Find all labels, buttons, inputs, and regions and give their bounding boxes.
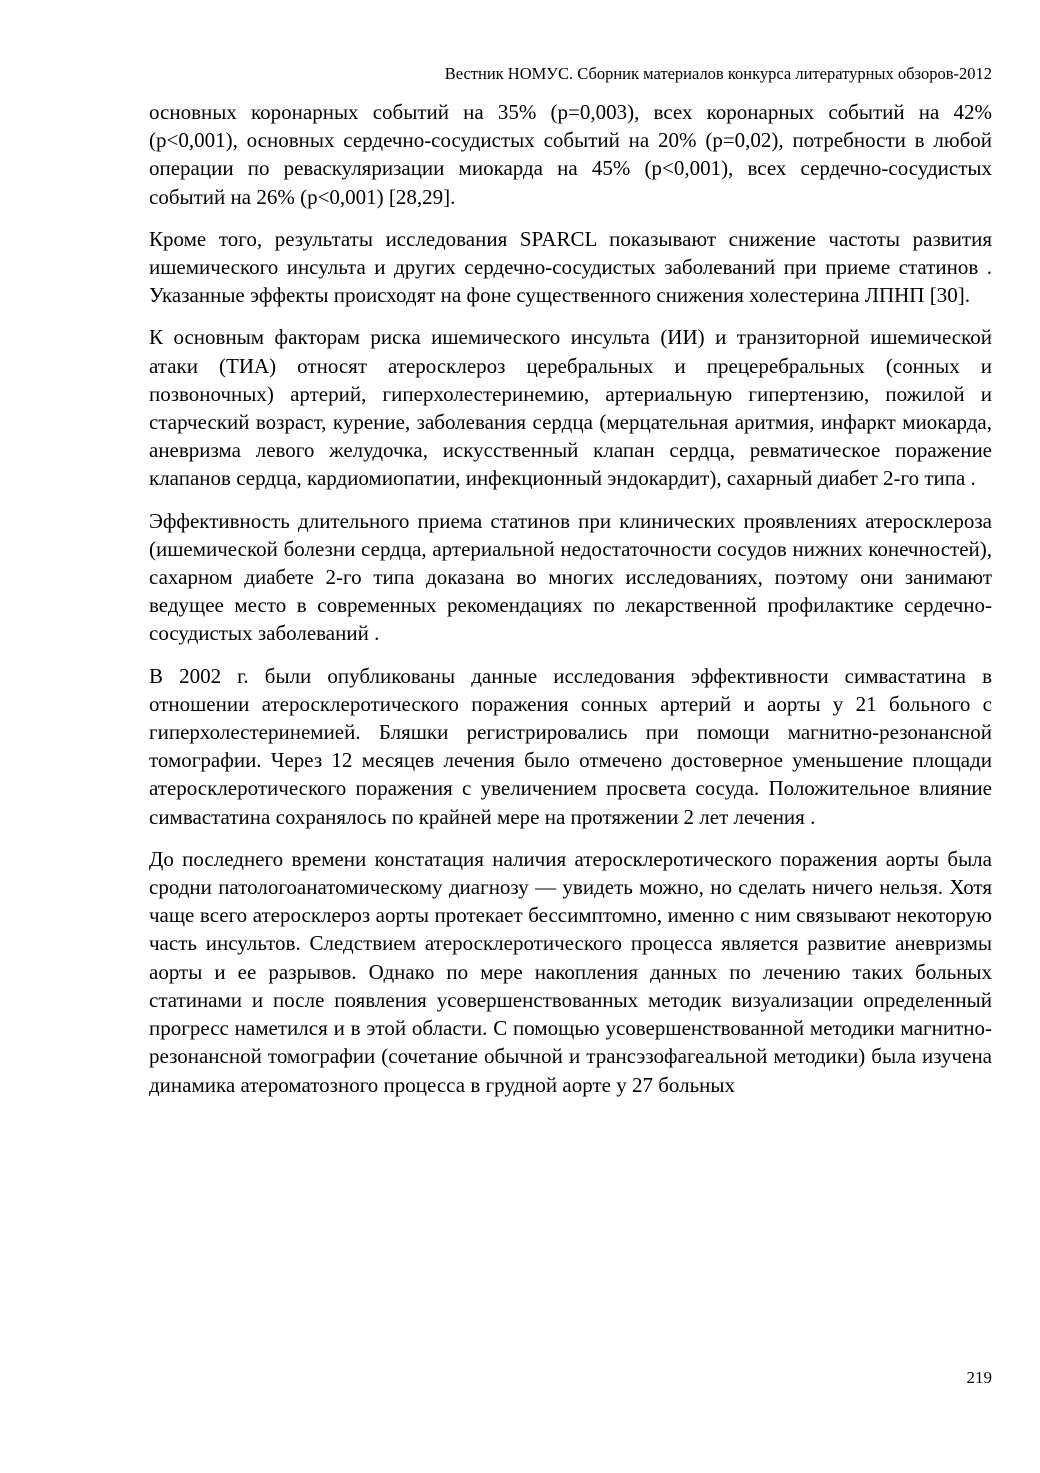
- running-header: Вестник НОМУС. Сборник материалов конкурса литературных обзоров-2012: [444, 64, 992, 83]
- paragraph-6: До последнего времени констатация наличия атеросклеротического поражения аорты была сродни патологоанатомическому диагнозу — увидеть можно, но сделать ничего нельзя. Хотя чаще всего атеросклероз аорты протекает бессимптомно, именно с ним связывают некоторую часть инсультов. Следствием атеросклеротического процесса является развитие аневризмы аорты и ее разрывов. Однако по мере накопления данных по лечению таких больных статинами и после появления усовершенствованных методик визуализации определенный прогресс наметился и в этой области. С помощью усовершенствованной методики магнитно-резонансной томографии (сочетание обычной и трансэзофагеальной методики) была изучена динамика атероматозного процесса в грудной аорте у 27 больных: [149, 846, 992, 1097]
- paragraph-3: К основным факторам риска ишемического инсульта (ИИ) и транзиторной ишемической атаки (ТИА) относят атеросклероз церебральных и прецеребральных (сонных и позвоночных) артерий, гиперхолестеринемию, артериальную гипертензию, пожилой и старческий возраст, курение, заболевания сердца (мерцательная аритмия, инфаркт миокарда, аневризма левого желудочка, искусственный клапан сердца, ревматическое поражение клапанов сердца, кардиомиопатии, инфекционный эндокардит), сахарный диабет 2-го типа .: [149, 325, 992, 491]
- paragraph-5: В 2002 г. были опубликованы данные исследования эффективности симвастатина в отношении атеросклеротического поражения сонных артерий и аорты у 21 больного с гиперхолестеринемией. Бляшки регистрировались при помощи магнитно-резонансной томографии. Через 12 месяцев лечения было отмечено достоверное уменьшение площади атеросклеротического поражения с увеличением просвета сосуда. Положительное влияние симвастатина сохранялось по крайней мере на протяжении 2 лет лечения .: [149, 663, 992, 829]
- paragraph-1: основных коронарных событий на 35% (p=0,003), всех коронарных событий на 42% (p<0,001), основных сердечно-сосудистых событий на 20% (p=0,02), потребности в любой операции по реваскуляризации миокарда на 45% (p<0,001), всех сердечно-сосудистых событий на 26% (p<0,001) [28,29].: [149, 100, 992, 209]
- paragraph-4: Эффективность длительного приема статинов при клинических проявлениях атеросклероза (ишемической болезни сердца, артериальной недостаточности сосудов нижних конечностей), сахарном диабете 2-го типа доказана во многих исследованиях, поэтому они занимают ведущее место в современных рекомендациях по лекарственной профилактике сердечно-сосудистых заболеваний .: [149, 508, 992, 646]
- body-text: [149, 98, 992, 1099]
- paragraph-2: Кроме того, результаты исследования SPARCL показывают снижение частоты развития ишемического инсульта и других сердечно-сосудистых заболеваний при приеме статинов . Указанные эффекты происходят на фоне существенного снижения холестерина ЛПНП [30].: [149, 226, 992, 308]
- page-number: 219: [966, 1368, 992, 1387]
